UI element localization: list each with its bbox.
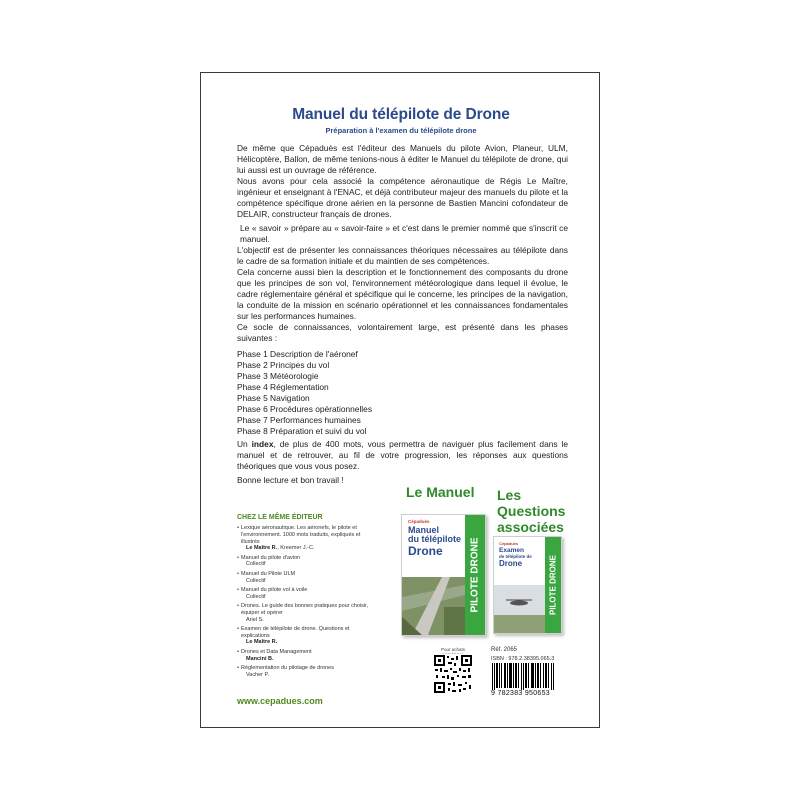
phase-item: Phase 7 Performances humaines xyxy=(237,415,361,425)
paragraph: Cela concerne aussi bien la description et le fonctionnement des composants du drone que les principes de son vol, l'environnement météorologique dans lequel il évolue, le cadre réglementaire général et spécifique qui le concerne, les principes de la navigation, la conduite de la mission en scénario opérationnel et les connaissances fondamentales sur les performances humaines. xyxy=(237,267,568,321)
qr-caption: Pour achats xyxy=(440,647,465,652)
closing-line: Bonne lecture et bon travail ! xyxy=(237,475,344,485)
same-editor-list xyxy=(237,525,375,681)
manuel-label: Le Manuel xyxy=(406,484,475,500)
phase-list xyxy=(237,349,568,437)
reference-number: Réf. 2065 xyxy=(491,647,518,653)
questions-book-cover xyxy=(493,536,562,634)
isbn-label: ISBN : 978.2.38395.065.3 xyxy=(491,656,555,662)
book-subtitle: Préparation à l'examen du télépilote drone xyxy=(325,126,477,135)
book-title: Manuel du télépilote de Drone xyxy=(292,106,510,123)
publisher-logo: Cépaduès xyxy=(408,519,430,524)
phase-item: Phase 2 Principes du vol xyxy=(237,360,330,370)
paragraph: Ce socle de connaissances, volontairement large, est présenté dans les phases suivantes : xyxy=(237,322,568,343)
related-title: • Drones. Le guide des bonnes pratiques pour choisir, équiper et opérer Ariel S. xyxy=(237,603,375,623)
website-link[interactable]: www.cepadues.com xyxy=(237,696,323,706)
qr-code xyxy=(433,654,473,694)
book-spine: PILOTE DRONE xyxy=(465,515,485,635)
index-word: index xyxy=(251,439,274,449)
publisher-logo: Cépaduès xyxy=(499,541,519,546)
description-text xyxy=(237,143,568,486)
drone-photo xyxy=(494,585,545,633)
related-title: • Manuel du pilote vol à voile Collectif xyxy=(237,587,375,601)
index-paragraph: Un index, de plus de 400 mots, vous permettra de naviguer plus facilement dans le manuel et de retrouver, au fil de votre progression, les réponses aux questions théoriques que vous vous posez. xyxy=(237,439,568,471)
phase-item: Phase 6 Procédures opérationnelles xyxy=(237,404,373,414)
book-cover-title: Manuel du télépilote Drone xyxy=(408,525,462,558)
runway-photo xyxy=(402,577,465,635)
questions-label: Les Questions associées xyxy=(497,487,566,535)
phase-item: Phase 1 Description de l'aéronef xyxy=(237,349,358,359)
book-cover-title: Examen de télépilote de Drone xyxy=(499,547,532,568)
related-title: • Manuel du Pilote ULM Collectif xyxy=(237,571,375,585)
paragraph: De même que Cépaduès est l'éditeur des Manuels du pilote Avion, Planeur, ULM, Hélicoptère, Ballon, de même tenions-nous à éditer le Manuel du télépilote de drone, qui lui aussi est un ouvrage de référence. xyxy=(237,143,568,175)
phase-item: Phase 5 Navigation xyxy=(237,393,310,403)
same-editor-heading: CHEZ LE MÊME ÉDITEUR xyxy=(237,514,323,521)
related-title: • Réglementation du pilotage de drones Vacher P. xyxy=(237,665,375,679)
phase-item: Phase 3 Météorologie xyxy=(237,371,319,381)
barcode xyxy=(491,663,555,690)
phase-item: Phase 8 Préparation et suivi du vol xyxy=(237,426,367,436)
book-spine: PILOTE DRONE xyxy=(545,537,561,633)
back-cover xyxy=(200,72,600,728)
related-title: • Examen de télépilote de drone. Questions et explications Le Maître R. xyxy=(237,626,375,646)
phase-item: Phase 4 Réglementation xyxy=(237,382,329,392)
paragraph: L'objectif est de présenter les connaissances théoriques nécessaires au télépilote dans le cadre de sa formation initiale et du maintien de ses compétences. xyxy=(237,245,568,266)
related-title: • Drones et Data Management Mancini B. xyxy=(237,649,375,663)
paragraph: Le « savoir » prépare au « savoir-faire » et c'est dans le premier nommé que s'inscrit ce manuel. xyxy=(240,223,568,244)
manuel-book-cover xyxy=(401,514,486,636)
barcode-number: 9 782383 950653 xyxy=(491,690,550,697)
paragraph: Nous avons pour cela associé la compétence aéronautique de Régis Le Maître, ingénieur et enseignant à l'ENAC, et déjà contributeur majeur des manuels du pilote et la compétence spécifique drone aérien en la personne de Bastien Mancini cofondateur de DELAIR, constructeur français de drones. xyxy=(237,176,568,219)
related-title: • Manuel du pilote d'avion Collectif xyxy=(237,555,375,569)
related-title: • Lexique aéronautique. Les aéronefs, le pilote et l'environnement. 1000 mots traduits, expliqués et illustrés Le Maître R., Kreemer J.-C. xyxy=(237,525,375,552)
